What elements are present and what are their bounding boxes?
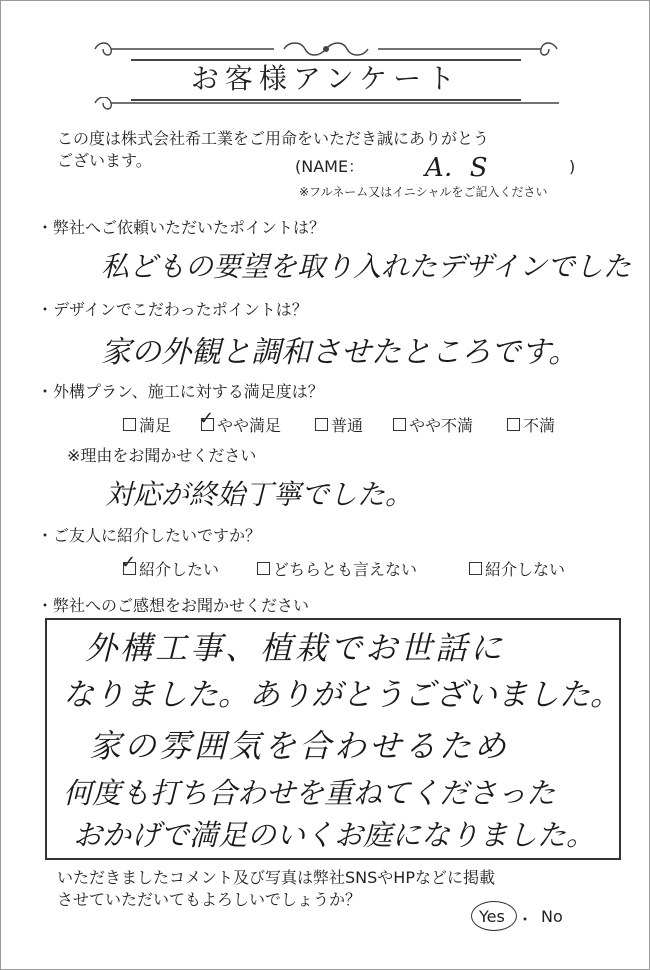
- question-1-answer: 私どもの要望を取り入れたデザインでした: [101, 250, 632, 283]
- check-icon: ✓: [199, 408, 215, 429]
- checkbox-checked[interactable]: [199, 408, 215, 431]
- ornament-top: [89, 37, 563, 61]
- checkbox-checked[interactable]: [121, 552, 137, 575]
- comment-line-3: 家の雰囲気を合わせるため: [89, 727, 510, 765]
- intro-line-1: この度は株式会社希工業をご用命をいただき誠にありがとう: [57, 129, 490, 148]
- option-undecided[interactable]: どちらとも言えない: [257, 557, 417, 580]
- check-icon: ✓: [121, 552, 137, 573]
- consent-line-2: させていただいてもよろしいでしょうか？: [57, 890, 362, 909]
- checkbox[interactable]: [469, 562, 482, 575]
- question-1-label: ・弊社へご依頼いただいたポイントは？: [37, 218, 326, 237]
- consent-line-1: いただきましたコメント及び写真は弊社SNSやHPなどに掲載: [57, 868, 495, 887]
- checkbox[interactable]: [393, 418, 406, 431]
- option-dissatisfied[interactable]: 不満: [507, 413, 555, 436]
- option-separator: ・: [517, 910, 534, 929]
- reason-answer: 対応が終始丁寧でした。: [105, 478, 414, 511]
- checkbox[interactable]: [315, 418, 328, 431]
- yes-option[interactable]: Yes: [479, 907, 505, 926]
- comment-line-5: おかげで満足のいくお庭になりました。: [73, 818, 596, 852]
- reason-label: ※理由をお聞かせください: [67, 446, 257, 465]
- question-5-label: ・弊社へのご感想をお聞かせください: [37, 596, 310, 615]
- intro-line-2: ございます。: [57, 151, 152, 170]
- checkbox[interactable]: [257, 562, 270, 575]
- checkbox[interactable]: [507, 418, 520, 431]
- comment-line-2: なりました。ありがとうございました。: [63, 677, 621, 713]
- question-2-label: ・デザインでこだわったポイントは？: [37, 300, 308, 319]
- option-satisfied[interactable]: 満足: [123, 413, 171, 436]
- option-somewhat-satisfied[interactable]: ✓ やや満足: [199, 408, 282, 435]
- name-close: ): [569, 157, 576, 176]
- name-note: ※フルネーム又はイニシャルをご記入ください: [299, 185, 548, 199]
- question-4-label: ・ご友人に紹介したいですか？: [37, 526, 262, 545]
- question-2-answer: 家の外観と調和させたところです。: [101, 335, 579, 370]
- name-value: A．S: [425, 153, 488, 183]
- question-3-label: ・外構プラン、施工に対する満足度は？: [37, 382, 324, 401]
- comment-line-1: 外構工事、植栽でお世話に: [85, 629, 506, 667]
- no-option[interactable]: No: [541, 907, 563, 926]
- option-recommend[interactable]: ✓ 紹介したい: [121, 552, 220, 579]
- name-label: (NAME：: [295, 157, 365, 176]
- checkbox[interactable]: [123, 418, 136, 431]
- option-somewhat-dissatisfied[interactable]: やや不満: [393, 413, 473, 436]
- option-neutral[interactable]: 普通: [315, 413, 363, 436]
- comment-line-4: 何度も打ち合わせを重ねてくださった: [63, 776, 556, 810]
- page-title: お客様アンケート: [190, 62, 462, 95]
- option-not-recommend[interactable]: 紹介しない: [469, 557, 565, 580]
